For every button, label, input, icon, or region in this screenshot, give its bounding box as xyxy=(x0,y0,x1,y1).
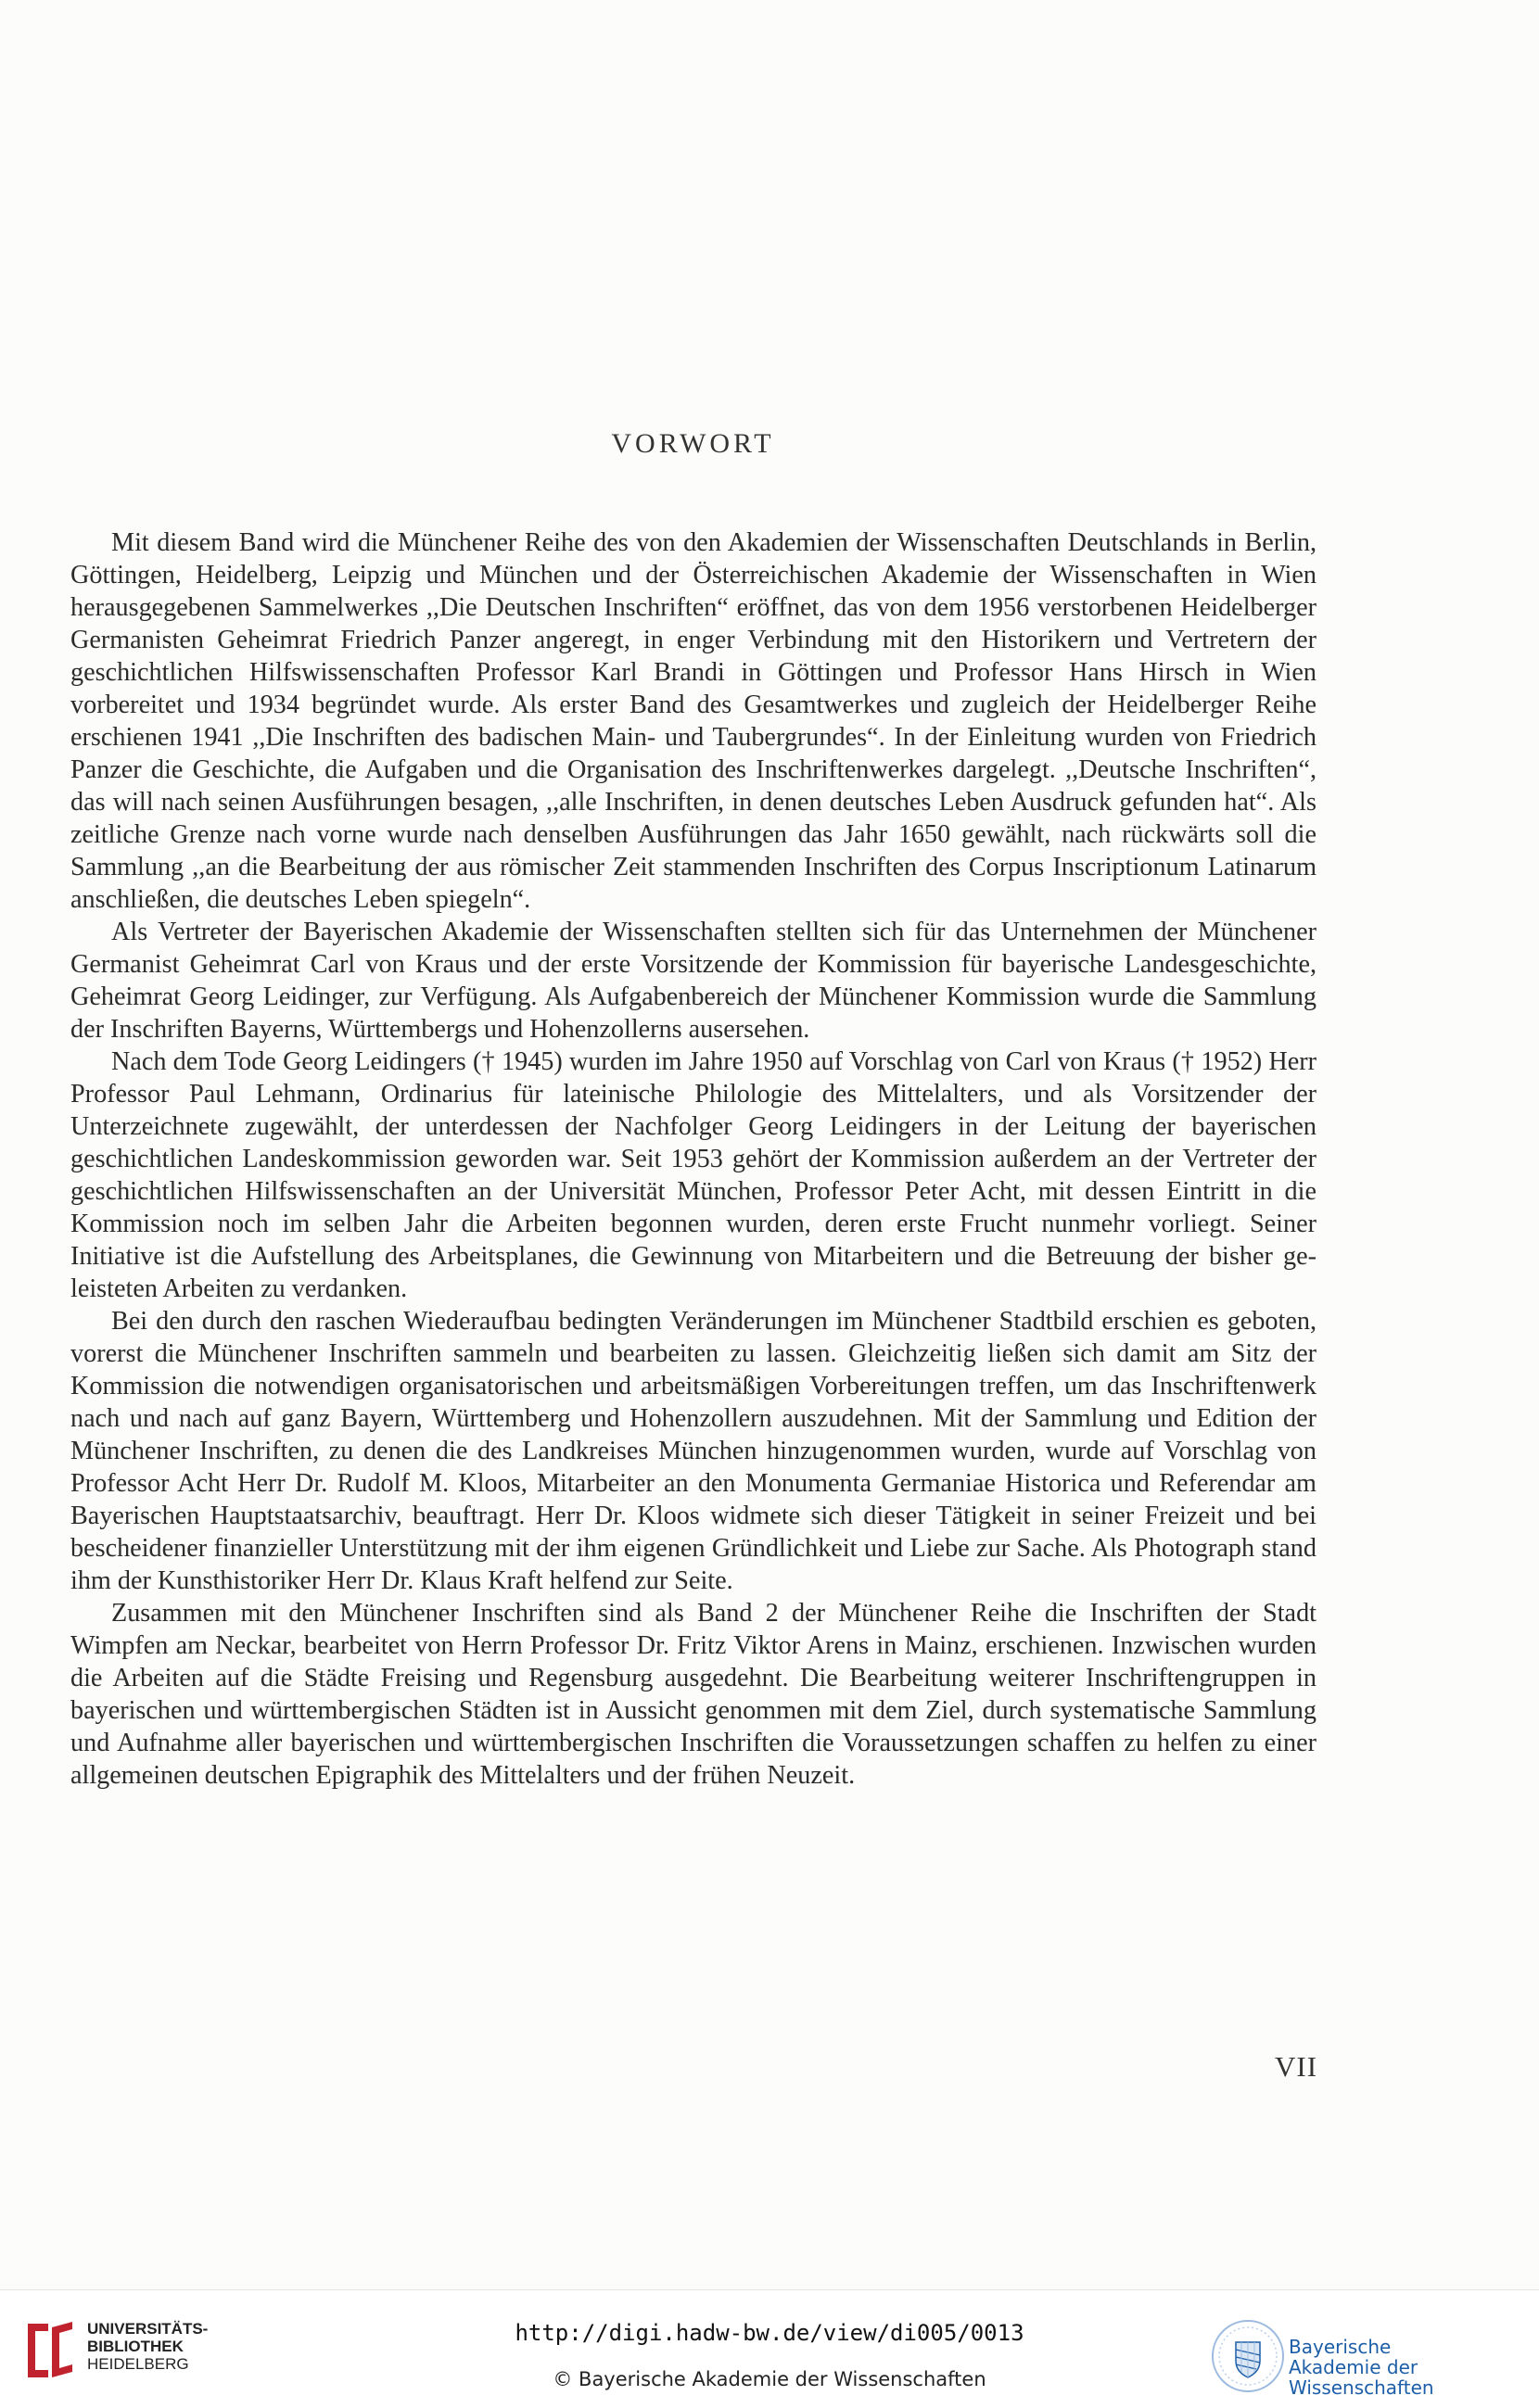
paragraph: Mit diesem Band wird die Münchener Reihe des von den Akademien der Wissenschaften Deutschlands in Berlin, Göttingen, Heidelberg, Leipzig und München und der Österreichischen Akademie der Wissenschaften in Wien herausgegebenen Sammelwerkes ,,Die Deutschen Inschriften“ eröffnet, das von dem 1956 verstorbenen Heidelberger Germanisten Geheimrat Friedrich Panzer angeregt, in enger Verbindung mit den Historikern und Vertretern der geschichtlichen Hilfswissenschaften Professor Karl Brandi in Göttingen und Professor Hans Hirsch in Wien vorbereitet und 1934 begründet wurde. Als erster Band des Gesamtwerkes und zugleich der Heidelberger Reihe erschienen 1941 ,,Die Inschriften des badischen Main- und Taubergrundes“. In der Einleitung wurden von Friedrich Panzer die Geschichte, die Aufgaben und die Organisation des Inschriftenwerkes dargelegt. ,,Deutsche Inschriften“, das will nach seinen Ausführungen besagen, ,,alle Inschriften, in denen deutsches Leben Ausdruck gefunden hat“. Als zeitliche Grenze nach vorne wurde nach denselben Ausführungen das Jahr 1650 gewählt, nach rückwärts soll die Sammlung ,,an die Bearbeitung der aus römischer Zeit stammenden Inschriften des Corpus Inscriptionum Latinarum anschließen, die deutsches Leben spiegeln“. xyxy=(70,528,1316,914)
library-name-line: UNIVERSITÄTS- xyxy=(87,2320,209,2338)
academy-name-line: Akademie der Wissenschaften xyxy=(1289,2356,1434,2399)
page-number: VII xyxy=(1275,2050,1318,2083)
academy-seal-icon[interactable] xyxy=(1210,2318,1286,2394)
permalink-url[interactable]: http://digi.hadw-bw.de/view/di005/0013 xyxy=(515,2320,1024,2346)
copyright-notice: © Bayerische Akademie der Wissenschaften xyxy=(553,2368,986,2390)
library-name-line: HEIDELBERG xyxy=(87,2355,189,2373)
page-title: VORWORT xyxy=(611,428,775,459)
footer-bar xyxy=(0,2289,1539,2408)
paragraph: Nach dem Tode Georg Leidingers († 1945) wurden im Jahre 1950 auf Vorschlag von Carl von Kraus († 1952) Herr Professor Paul Lehmann, Ordinarius für lateinische Philologie des Mittelalters, und als Vorsitzender der Unterzeichnete zugewählt, der unterdessen der Nachfolger Georg Leidingers in der Leitung der bayerischen geschichtlichen Landeskommission geworden war. Seit 1953 gehört der Kommission außerdem an der Vertreter der geschichtlichen Hilfswissenschaften an der Universität München, Professor Peter Acht, mit dessen Eintritt in die Kommission noch im selben Jahr die Arbeiten begonnen wurden, deren erste Frucht nunmehr vorliegt. Seiner Initiative ist die Aufstellung des Arbeitsplanes, die Gewinnung von Mitarbeitern und die Betreuung der bisher geleisteten Arbeiten zu verdanken. xyxy=(70,1047,1316,1303)
academy-name xyxy=(1289,2337,1539,2398)
paragraph: Als Vertreter der Bayerischen Akademie der Wissenschaften stellten sich für das Unternehmen der Münchener Germanist Geheimrat Carl von Kraus und der erste Vorsitzende der Kommission für bayerische Landesgeschichte, Geheimrat Georg Leidinger, zur Verfügung. Als Aufgabenbereich der Münchener Kommission wurde die Sammlung der Inschriften Bayerns, Württembergs und Hohenzollerns ausersehen. xyxy=(70,918,1316,1044)
paragraph: Zusammen mit den Münchener Inschriften sind als Band 2 der Münchener Reihe die Inschriften der Stadt Wimpfen am Neckar, bearbeitet von Herrn Professor Dr. Fritz Viktor Arens in Mainz, erschienen. Inzwischen wurden die Arbeiten auf die Städte Freising und Regensburg ausgedehnt. Die Bearbeitung weiterer Inschriftengruppen in bayerischen und württembergischen Städten ist in Aussicht genommen mit dem Ziel, durch systematische Sammlung und Aufnahme aller bayerischen und württembergischen Inschriften die Voraussetzungen schaffen zu helfen zu einer allgemeinen deutschen Epigraphik des Mittelalters und der frühen Neuzeit. xyxy=(70,1599,1316,1790)
body-text xyxy=(70,526,1316,1792)
library-name-line: BIBLIOTHEK xyxy=(87,2338,184,2355)
paragraph: Bei den durch den raschen Wiederaufbau bedingten Veränderungen im Münchener Stadtbild erschien es geboten, vorerst die Münchener Inschriften sammeln und bearbeiten zu lassen. Gleichzeitig ließen sich damit am Sitz der Kommission die notwendigen organisatorischen und arbeitsmäßigen Vorbereitungen treffen, um das Inschriftenwerk nach und nach auf ganz Bayern, Württemberg und Hohenzollern auszudehnen. Mit der Sammlung und Edition der Münchener Inschriften, zu denen die des Landkreises München hinzugenommen wurden, wurde auf Vorschlag von Professor Acht Herr Dr. Rudolf M. Kloos, Mitarbeiter an den Monumenta Germaniae Historica und Referendar am Bayerischen Hauptstaatsarchiv, beauftragt. Herr Dr. Kloos widmete sich dieser Tätigkeit in seiner Freizeit und bei bescheidener finanzieller Unterstützung mit der ihm eigenen Gründlichkeit und Liebe zur Sache. Als Photograph stand ihm der Kunsthistoriker Herr Dr. Klaus Kraft helfend zur Seite. xyxy=(70,1307,1316,1595)
academy-name-line: Bayerische xyxy=(1289,2336,1392,2358)
